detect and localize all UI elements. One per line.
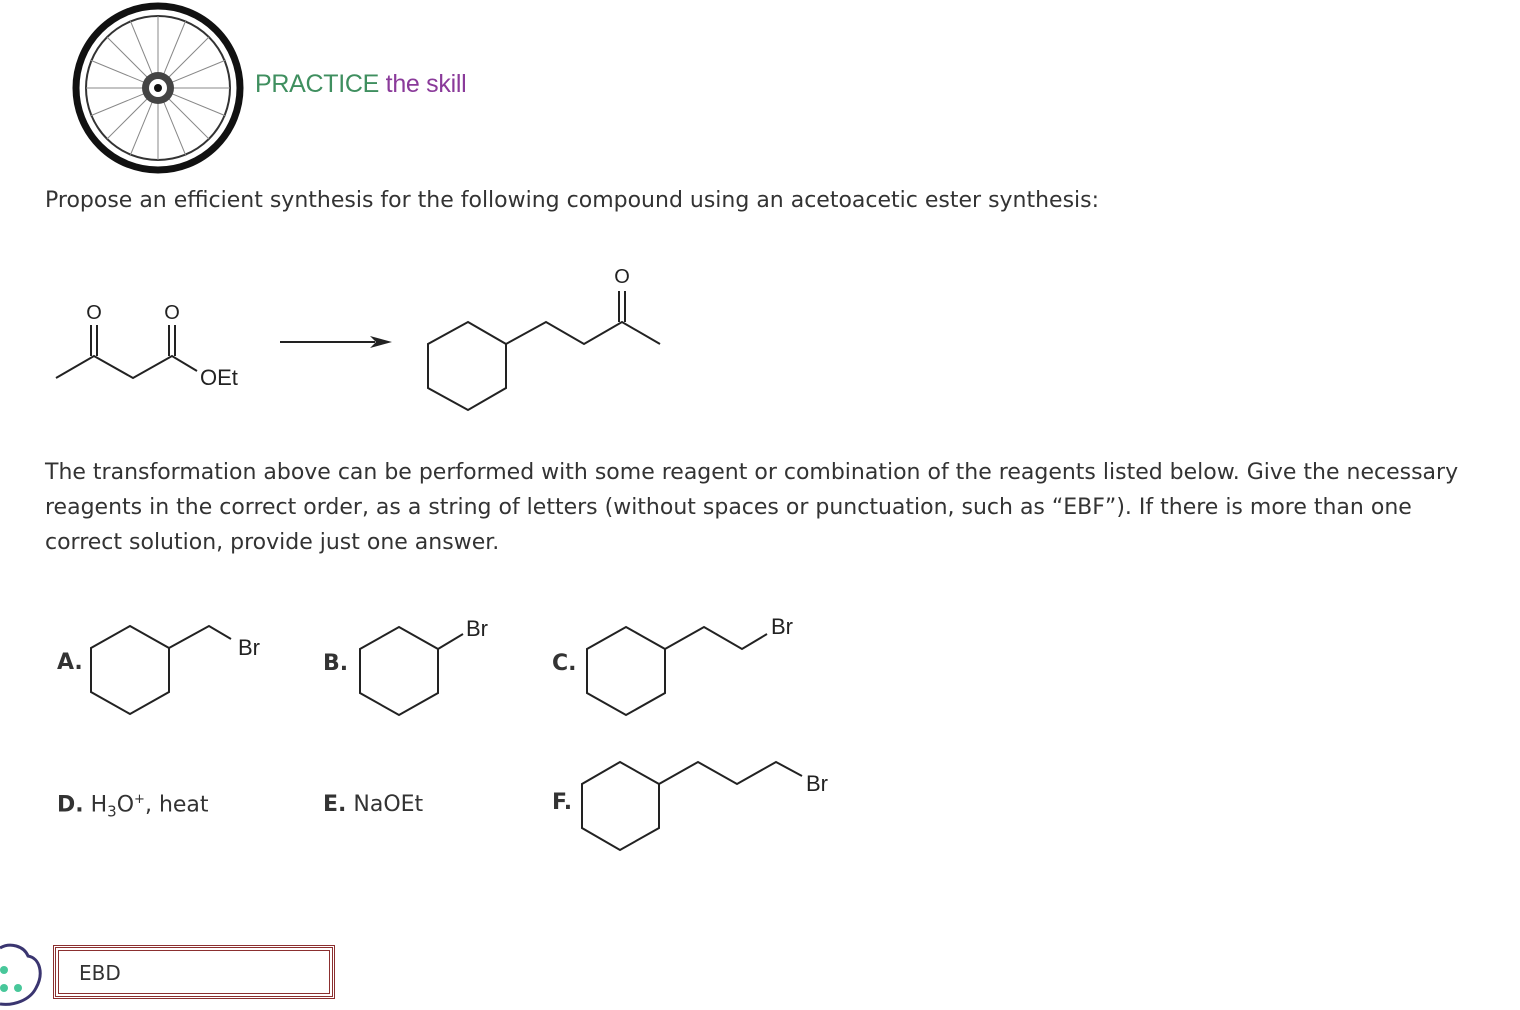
option-d-label: D. $H_3O^+$, heat <box>57 792 209 821</box>
start-oet-label: OEt <box>200 365 238 390</box>
option-f-letter: F. <box>552 790 573 815</box>
option-a-letter: A. <box>57 650 83 675</box>
product-carbonyl-o: O <box>614 266 630 288</box>
option-c-br: Br <box>771 614 793 639</box>
option-b-br: Br <box>466 616 488 641</box>
option-f-br: Br <box>806 771 828 796</box>
option-a-br: Br <box>238 635 260 660</box>
answer-field[interactable] <box>53 945 335 999</box>
option-f-structure <box>580 745 850 860</box>
question-instructions: The transformation above can be performed with some reagent or combination of the reagents listed below. Give the necessary reagents in the correct order, as a string of letters (without spaces or punctuation, such as “EBF”). If there is more than one correct solution, provide just one answer. <box>45 460 1459 555</box>
start-carbonyl-o2: O <box>164 302 180 324</box>
start-carbonyl-o1: O <box>86 302 102 324</box>
banner-word-skill: the skill <box>385 70 467 98</box>
practice-wheel-icon <box>70 0 250 178</box>
option-c-letter: C. <box>552 651 577 676</box>
banner-word-practice: PRACTICE <box>255 70 380 98</box>
option-b-letter: B. <box>323 651 349 676</box>
question-prompt: Propose an efficient synthesis for the following compound using an acetoacetic ester synthesis: <box>45 188 1100 213</box>
answer-value[interactable]: EBD <box>58 950 330 994</box>
option-e-label: E. NaOEt <box>323 792 424 817</box>
option-c-structure <box>582 608 812 723</box>
option-b-structure <box>355 610 515 725</box>
practice-banner <box>255 70 466 99</box>
cookie-icon[interactable] <box>0 940 45 1010</box>
reaction-scheme <box>40 255 680 425</box>
option-a-structure <box>85 615 285 725</box>
